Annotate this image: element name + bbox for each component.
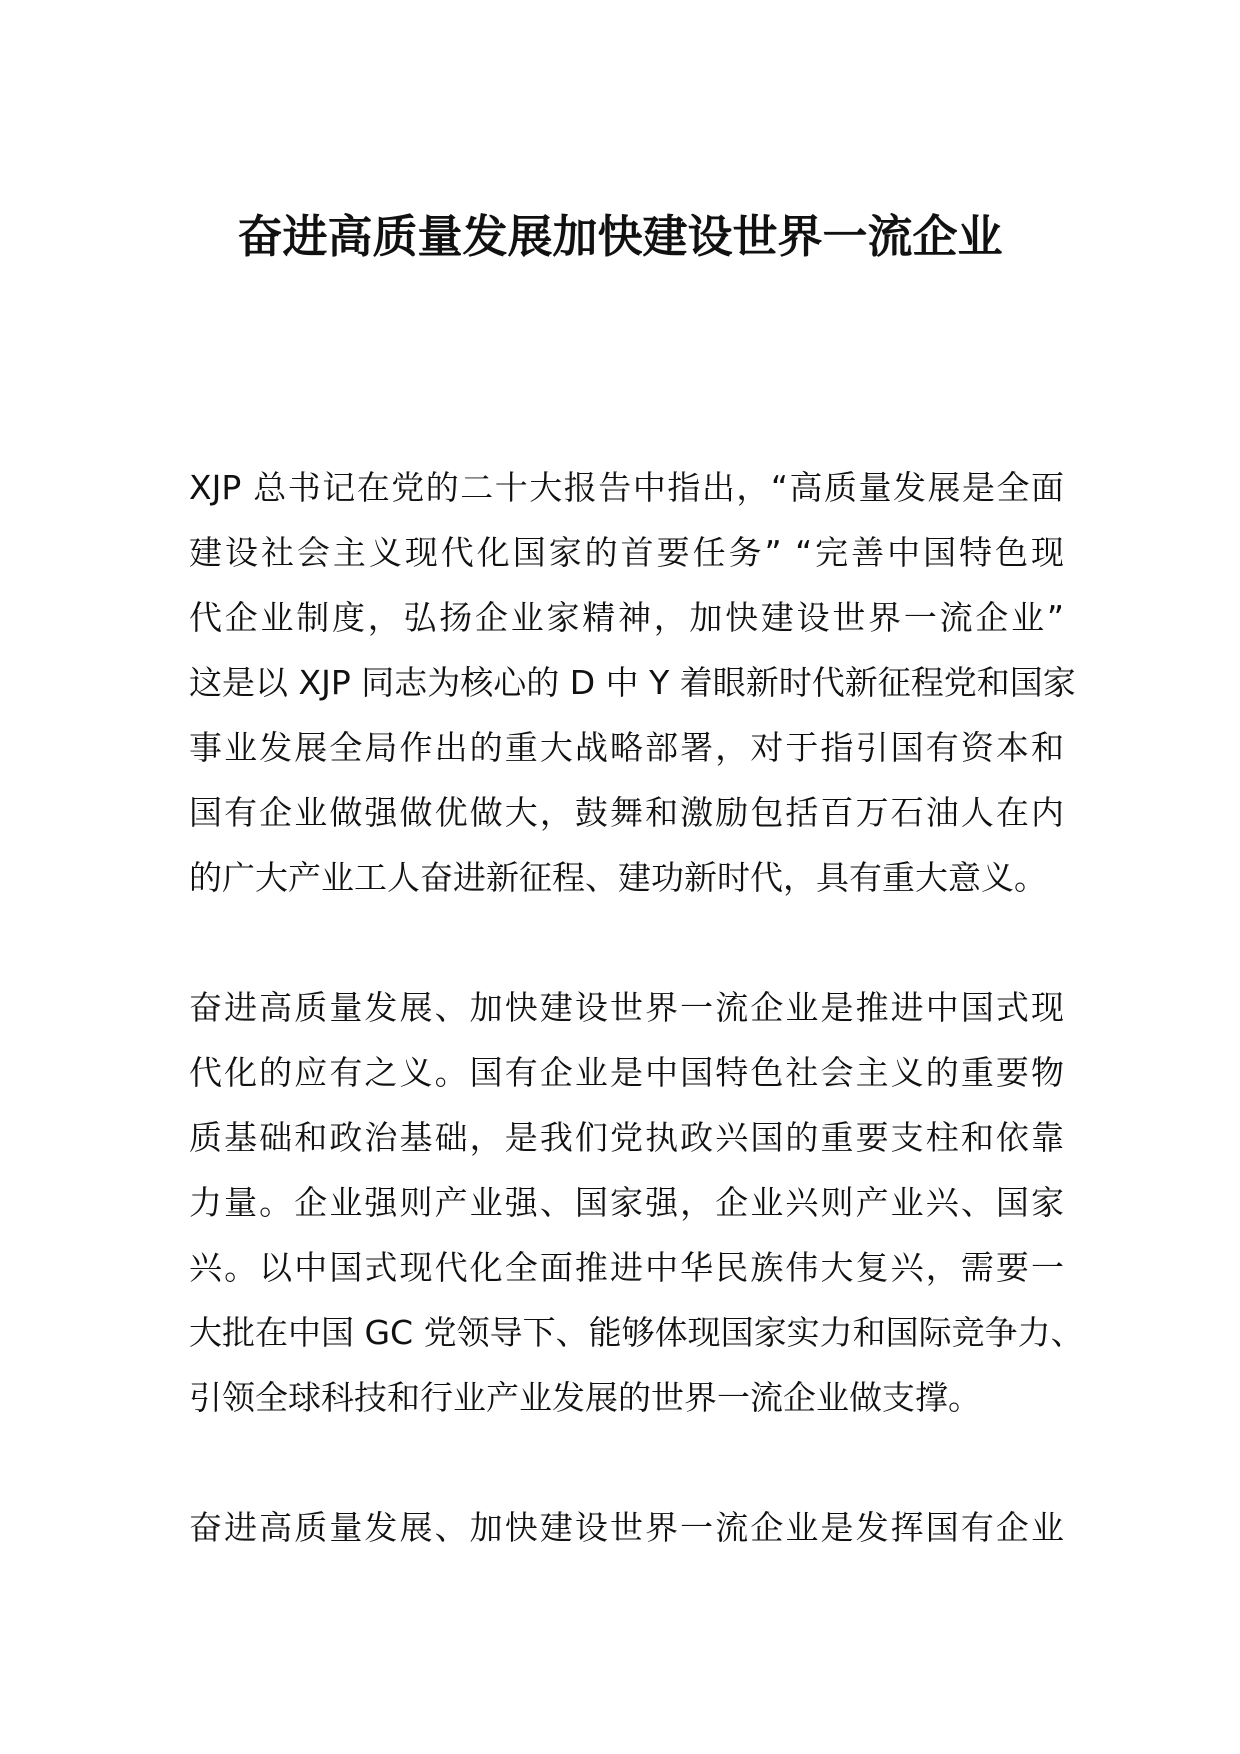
text-line: 引领全球科技和行业产业发展的世界一流企业做支撑。 xyxy=(189,1378,981,1417)
text-line: 奋进高质量发展、加快建设世界一流企业是发挥国有企业 xyxy=(189,1508,1064,1547)
paragraph-2 xyxy=(189,975,1084,1430)
text-line: 这是以 XJP 同志为核心的 D 中 Y 着眼新时代新征程党和国家 xyxy=(189,663,1076,702)
document-title: 奋进高质量发展加快建设世界一流企业 xyxy=(237,210,1003,263)
paragraph-1 xyxy=(189,455,1076,910)
text-line: 建设社会主义现代化国家的首要任务” “完善中国特色现 xyxy=(189,533,1064,572)
text-line: 大批在中国 GC 党领导下、能够体现国家实力和国际竞争力、 xyxy=(189,1313,1084,1352)
text-line: 国有企业做强做优做大，鼓舞和激励包括百万石油人在内 xyxy=(189,793,1064,832)
text-line: 代化的应有之义。国有企业是中国特色社会主义的重要物 xyxy=(189,1053,1064,1092)
text-line: 事业发展全局作出的重大战略部署，对于指引国有资本和 xyxy=(189,728,1064,767)
text-line: 力量。企业强则产业强、国家强，企业兴则产业兴、国家 xyxy=(189,1183,1064,1222)
document-body xyxy=(189,455,1084,1625)
text-line: XJP 总书记在党的二十大报告中指出，“高质量发展是全面 xyxy=(189,468,1064,507)
text-line: 的广大产业工人奋进新征程、建功新时代，具有重大意义。 xyxy=(189,858,1047,897)
text-line: 兴。以中国式现代化全面推进中华民族伟大复兴，需要一 xyxy=(189,1248,1064,1287)
text-line: 质基础和政治基础，是我们党执政兴国的重要支柱和依靠 xyxy=(189,1118,1064,1157)
text-line: 奋进高质量发展、加快建设世界一流企业是推进中国式现 xyxy=(189,988,1064,1027)
text-line: 代企业制度，弘扬企业家精神，加快建设世界一流企业” xyxy=(189,598,1064,637)
paragraph-3 xyxy=(189,1495,1064,1560)
